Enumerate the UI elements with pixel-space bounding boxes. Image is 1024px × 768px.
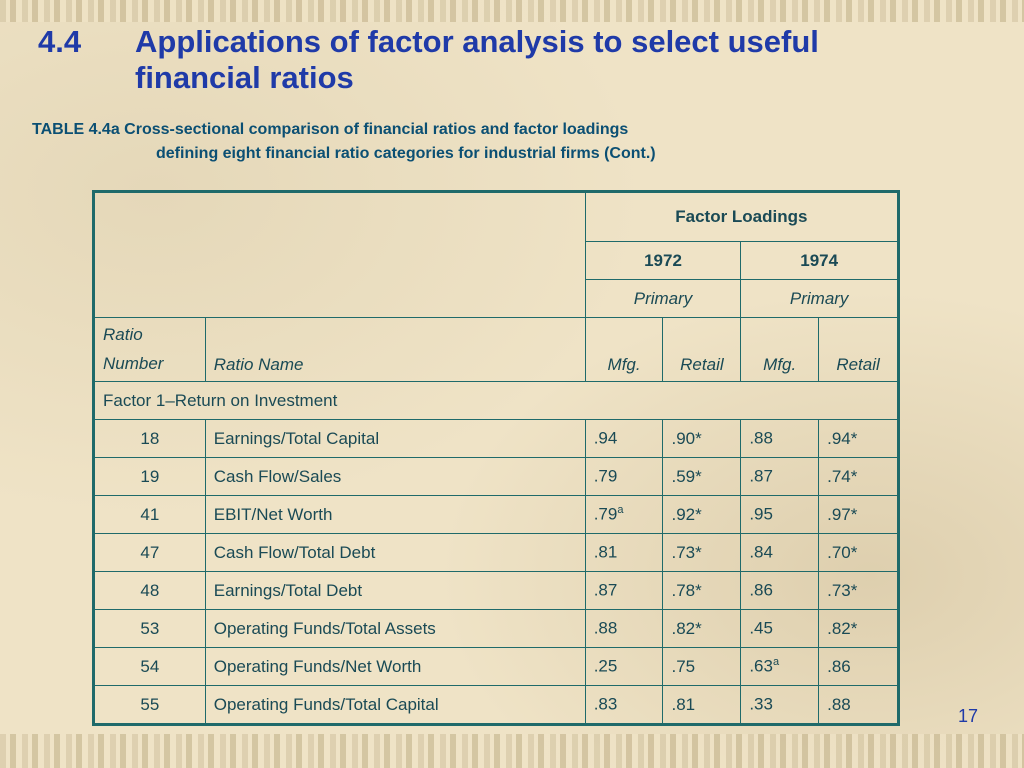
mfg-1972-cell: .79$^a$ [585,496,663,534]
retail-1972-cell: .92* [663,496,741,534]
header-ratio-number-line-2: Number [103,354,164,373]
ratio-name-cell: Operating Funds/Net Worth [205,648,585,686]
header-retail-1974: Retail [819,318,899,382]
caption-line-1: TABLE 4.4a Cross-sectional comparison of financial ratios and factor loadings [32,121,629,138]
ratio-name-cell: Operating Funds/Total Capital [205,686,585,725]
retail-1972-cell: .81 [663,686,741,725]
header-primary-1974: Primary [741,280,899,318]
factor-group-row [94,382,899,420]
footnote-marker: a [617,504,624,517]
table-row [94,686,899,725]
table-row [94,534,899,572]
header-mfg-1972: Mfg. [585,318,663,382]
retail-1974-cell: .82* [819,610,899,648]
header-year-1972: 1972 [585,242,741,280]
decorative-border-top [0,0,1024,22]
retail-1974-cell: .88 [819,686,899,725]
table-row [94,458,899,496]
ratio-name-cell: Earnings/Total Debt [205,572,585,610]
mfg-1974-cell: .86 [741,572,819,610]
mfg-1972-cell: .87 [585,572,663,610]
table-row [94,572,899,610]
ratio-name-cell: Cash Flow/Sales [205,458,585,496]
ratio-number-cell: 55 [94,686,206,725]
mfg-1972-cell: .83 [585,686,663,725]
mfg-1974-cell: .84 [741,534,819,572]
mfg-1974-cell: .45 [741,610,819,648]
ratio-name-cell: Earnings/Total Capital [205,420,585,458]
mfg-1974-cell: .33 [741,686,819,725]
ratio-number-cell: 18 [94,420,206,458]
ratio-name-cell: EBIT/Net Worth [205,496,585,534]
header-ratio-number-line-1: Ratio [103,325,143,344]
section-number: 4.4 [38,24,82,59]
retail-1972-cell: .73* [663,534,741,572]
retail-1972-cell: .82* [663,610,741,648]
title-text: Applications of factor analysis to select useful financial ratios [135,24,819,95]
footnote-marker: a [772,656,780,669]
retail-1974-cell: .73* [819,572,899,610]
header-year-1974: 1974 [741,242,899,280]
retail-1974-cell: .94* [819,420,899,458]
header-retail-1972: Retail [663,318,741,382]
table-row [94,496,899,534]
header-row-factor-loadings [94,192,899,242]
slide-title [38,24,915,96]
factor-group-label: Factor 1–Return on Investment [94,382,899,420]
mfg-1972-cell: .81 [585,534,663,572]
retail-1974-cell: .97* [819,496,899,534]
ratio-number-cell: 54 [94,648,206,686]
ratio-name-cell: Operating Funds/Total Assets [205,610,585,648]
page-number: 17 [958,706,979,726]
retail-1974-cell: .86 [819,648,899,686]
mfg-1974-cell: .88 [741,420,819,458]
table-row [94,610,899,648]
ratio-number-cell: 41 [94,496,206,534]
retail-1974-cell: .74* [819,458,899,496]
header-primary-1972: Primary [585,280,741,318]
caption-line-2: defining eight financial ratio categories for industrial firms (Cont.) [156,145,656,162]
decorative-border-bottom [0,734,1024,768]
mfg-1974-cell: .63$^a$ [741,648,819,686]
ratio-number-cell: 47 [94,534,206,572]
ratio-number-cell: 19 [94,458,206,496]
header-ratio-number [94,318,206,382]
retail-1972-cell: .78* [663,572,741,610]
header-row-columns [94,318,899,382]
header-blank-cell [94,192,586,318]
table-row [94,648,899,686]
mfg-1972-cell: .25 [585,648,663,686]
retail-1972-cell: .59* [663,458,741,496]
retail-1974-cell: .70* [819,534,899,572]
mfg-1972-cell: .88 [585,610,663,648]
header-factor-loadings: Factor Loadings [585,192,898,242]
ratio-number-cell: 48 [94,572,206,610]
header-ratio-name: Ratio Name [205,318,585,382]
ratio-number-cell: 53 [94,610,206,648]
mfg-1974-cell: .95 [741,496,819,534]
retail-1972-cell: .90* [663,420,741,458]
factor-loadings-table [92,190,900,726]
table-caption [32,118,656,166]
mfg-1972-cell: .94 [585,420,663,458]
table-row [94,420,899,458]
header-mfg-1974: Mfg. [741,318,819,382]
mfg-1972-cell: .79 [585,458,663,496]
mfg-1974-cell: .87 [741,458,819,496]
ratio-name-cell: Cash Flow/Total Debt [205,534,585,572]
retail-1972-cell: .75 [663,648,741,686]
